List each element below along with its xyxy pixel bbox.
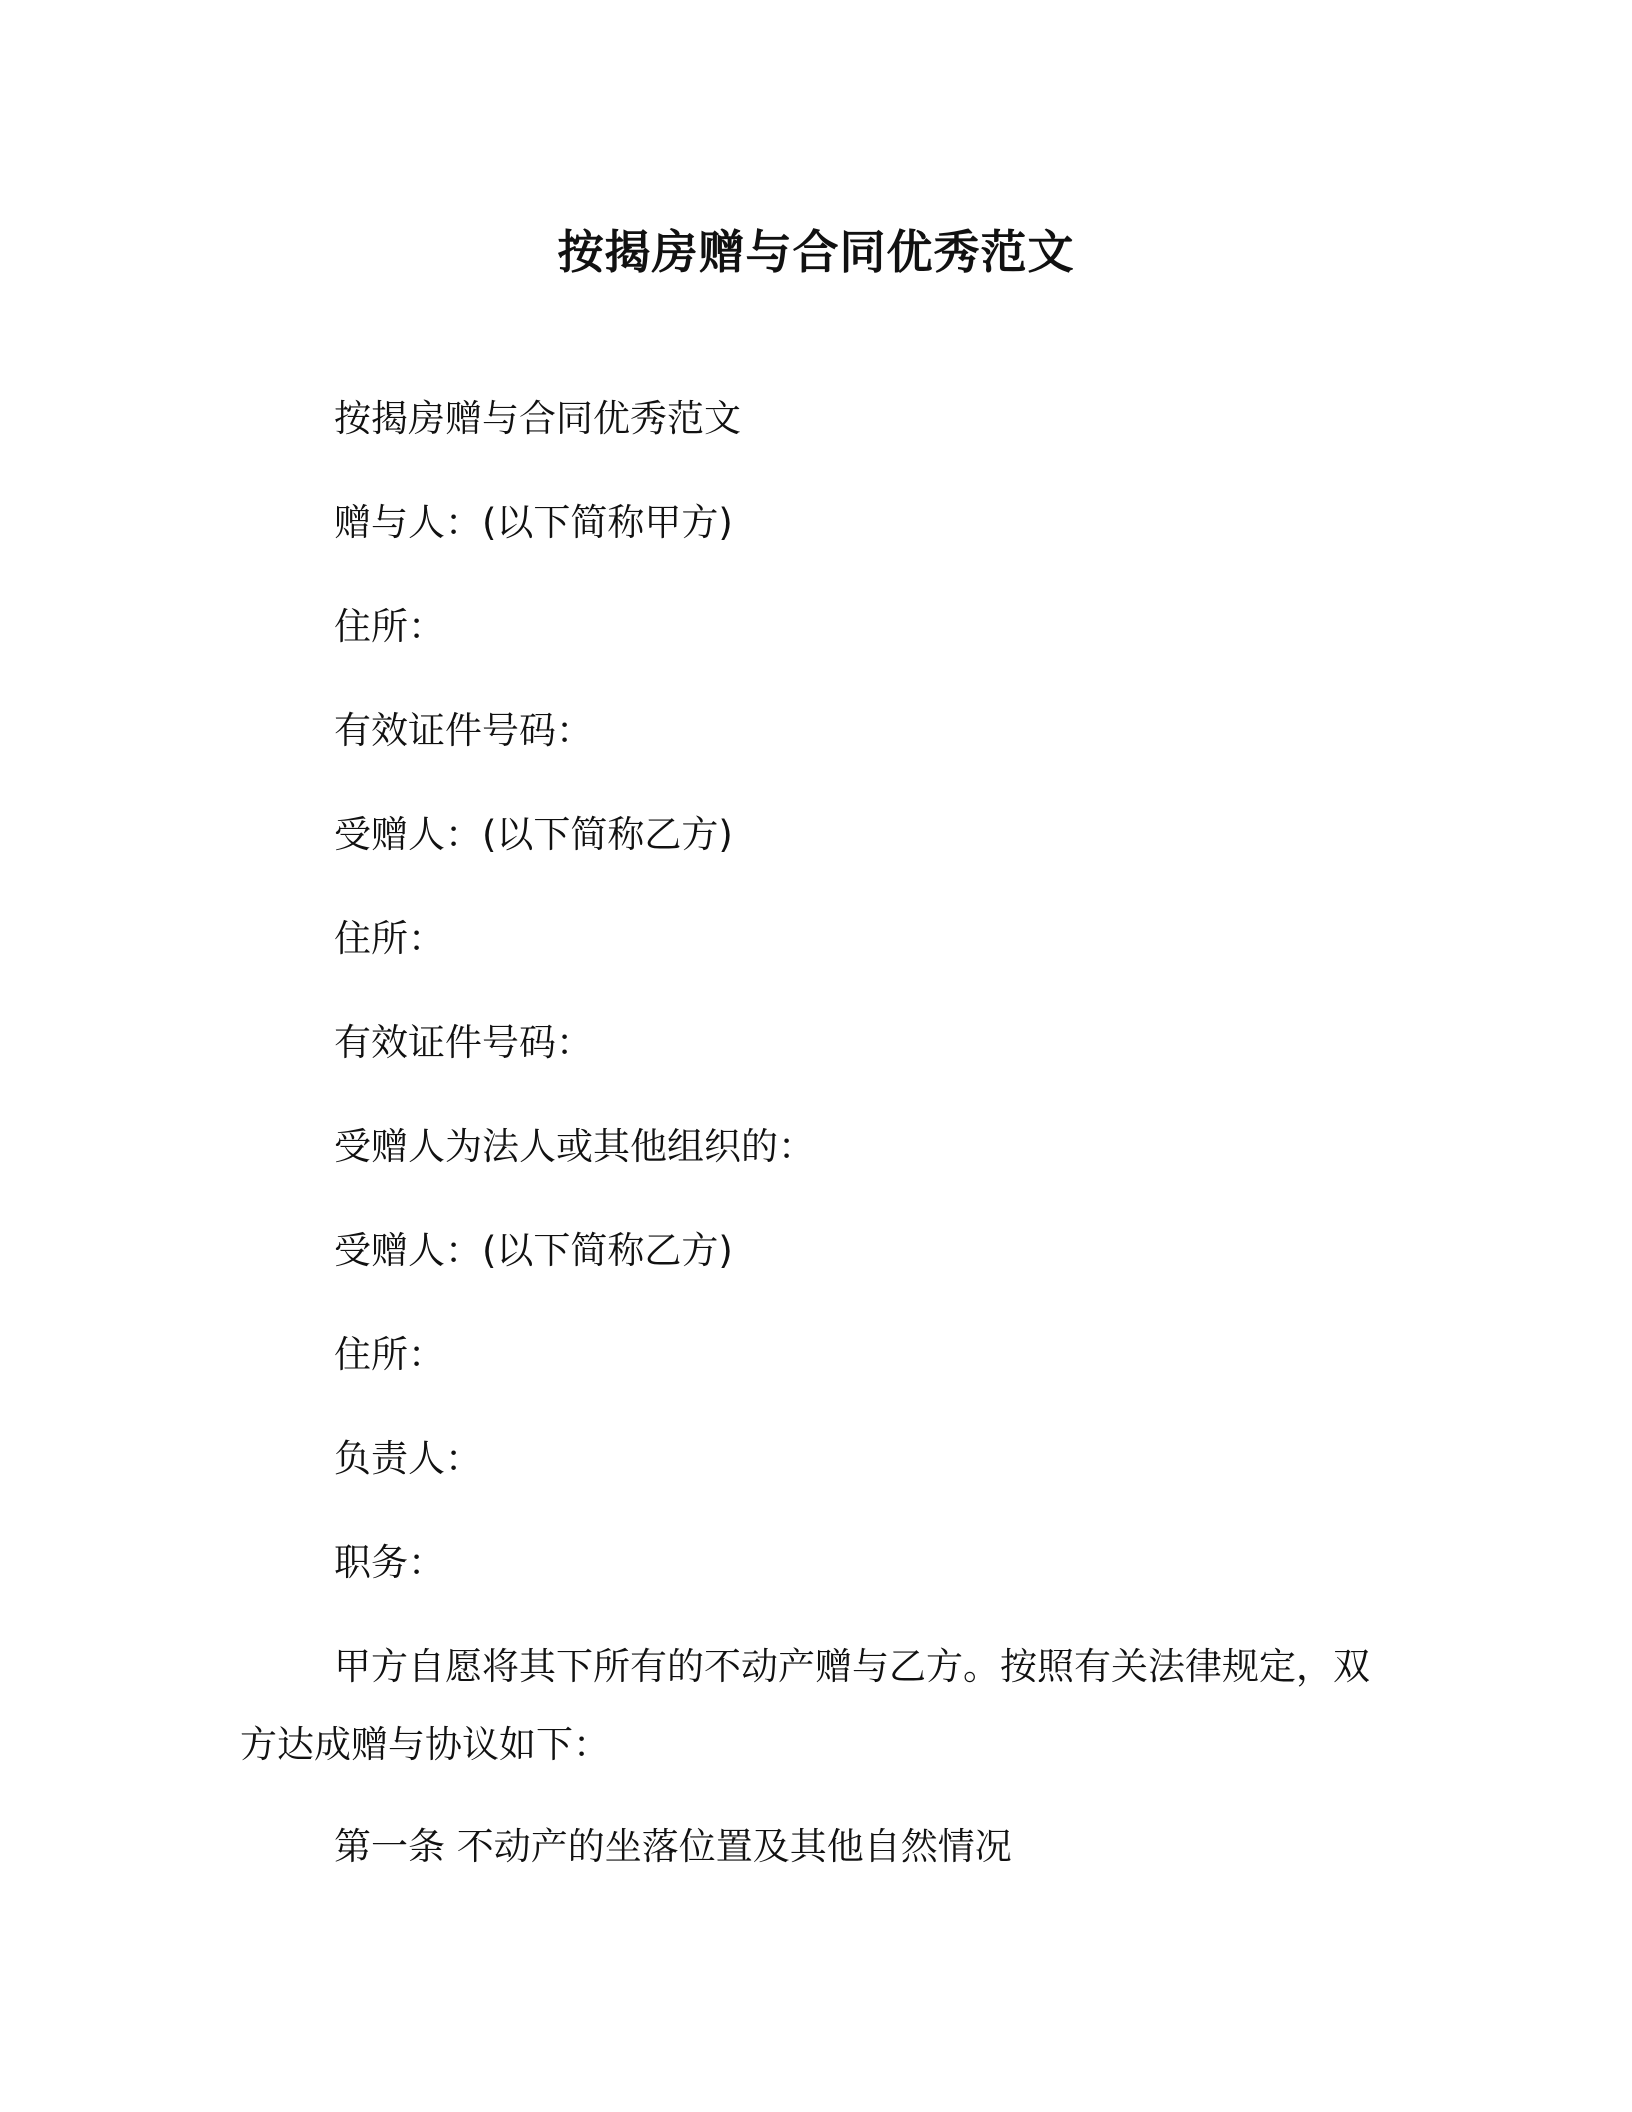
paragraph-donee-org-address: 住所： <box>334 1333 445 1376</box>
paragraph-donee: 受赠人：(以下简称乙方) <box>334 813 733 856</box>
paragraph-donee-org: 受赠人：(以下简称乙方) <box>334 1229 733 1272</box>
paragraph-donor-id: 有效证件号码： <box>334 709 593 752</box>
paragraph-responsible-person: 负责人： <box>334 1437 482 1480</box>
paragraph-donee-address: 住所： <box>334 917 445 960</box>
paragraph-donee-org-note: 受赠人为法人或其他组织的： <box>334 1125 815 1168</box>
paragraph-donor: 赠与人：(以下简称甲方) <box>334 501 733 544</box>
paragraph-donor-address: 住所： <box>334 605 445 648</box>
document-body <box>240 393 1390 1925</box>
paragraph-agreement-intro: 甲方自愿将其下所有的不动产赠与乙方。按照有关法律规定，双方达成赠与协议如下： <box>240 1645 1370 1766</box>
paragraph-subtitle: 按揭房赠与合同优秀范文 <box>334 397 741 440</box>
paragraph-article-one: 第一条 不动产的坐落位置及其他自然情况 <box>334 1825 1012 1868</box>
paragraph-position: 职务： <box>334 1541 445 1584</box>
paragraph-donee-id: 有效证件号码： <box>334 1021 593 1064</box>
document-title: 按揭房赠与合同优秀范文 <box>557 225 1075 279</box>
